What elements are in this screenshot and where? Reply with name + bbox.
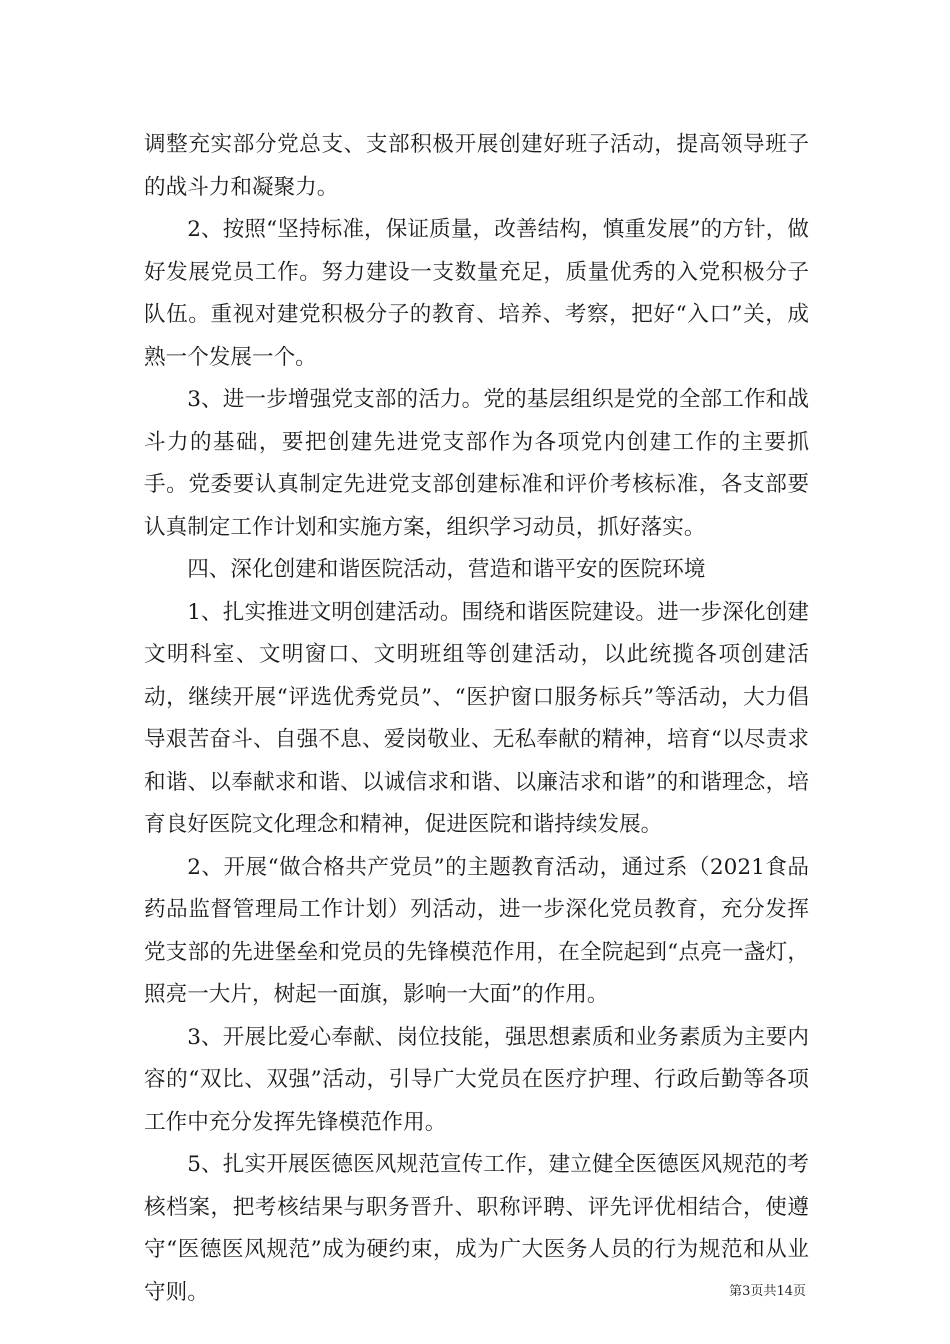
paragraph-item-2b: 2、开展“做合格共产党员”的主题教育活动，通过系（2021食品药品监督管理局工作计划）列活动，进一步深化党员教育，充分发挥党支部的先进堡垒和党员的先锋模范作用，在全院起到“点亮一盏灯，照亮一大片，树起一面旗，影响一大面”的作用。 bbox=[144, 854, 809, 1007]
paragraph-item-1: 1、扎实推进文明创建活动。围绕和谐医院建设。进一步深化创建文明科室、文明窗口、文明班组等创建活动，以此统揽各项创建活动，继续开展“评选优秀党员”、“医护窗口服务标兵”等活动，大力倡导艰苦奋斗、自强不息、爱岗敬业、无私奉献的精神，培育“以尽责求和谐、以奉献求和谐、以诚信求和谐、以廉洁求和谐”的和谐理念，培育良好医院文化理念和精神，促进医院和谐持续发展。 bbox=[144, 599, 809, 837]
paragraph-item-3b: 3、开展比爱心奉献、岗位技能，强思想素质和业务素质为主要内容的“双比、双强”活动，引导广大党员在医疗护理、行政后勤等各项工作中充分发挥先锋模范作用。 bbox=[144, 1024, 809, 1135]
paragraph-item-2: 2、按照“坚持标准，保证质量，改善结构，慎重发展”的方针，做好发展党员工作。努力建设一支数量充足，质量优秀的入党积极分子队伍。重视对建党积极分子的教育、培养、考察，把好“入口”关，成熟一个发展一个。 bbox=[144, 217, 809, 370]
paragraph-item-3: 3、进一步增强党支部的活力。党的基层组织是党的全部工作和战斗力的基础，要把创建先进党支部作为各项党内创建工作的主要抓手。党委要认真制定先进党支部创建标准和评价考核标准，各支部要认真制定工作计划和实施方案，组织学习动员，抓好落实。 bbox=[144, 387, 809, 540]
document-body bbox=[144, 124, 809, 1314]
page-number-footer: 第3页共14页 bbox=[729, 1284, 806, 1299]
paragraph-continuation: 调整充实部分党总支、支部积极开展创建好班子活动，提高领导班子的战斗力和凝聚力。 bbox=[144, 132, 809, 200]
section-heading-4: 四、深化创建和谐医院活动，营造和谐平安的医院环境 bbox=[187, 557, 706, 582]
paragraph-item-5: 5、扎实开展医德医风规范宣传工作，建立健全医德医风规范的考核档案，把考核结果与职务晋升、职称评聘、评先评优相结合，使遵守“医德医风规范”成为硬约束，成为广大医务人员的行为规范和从业守则。 bbox=[144, 1152, 809, 1305]
